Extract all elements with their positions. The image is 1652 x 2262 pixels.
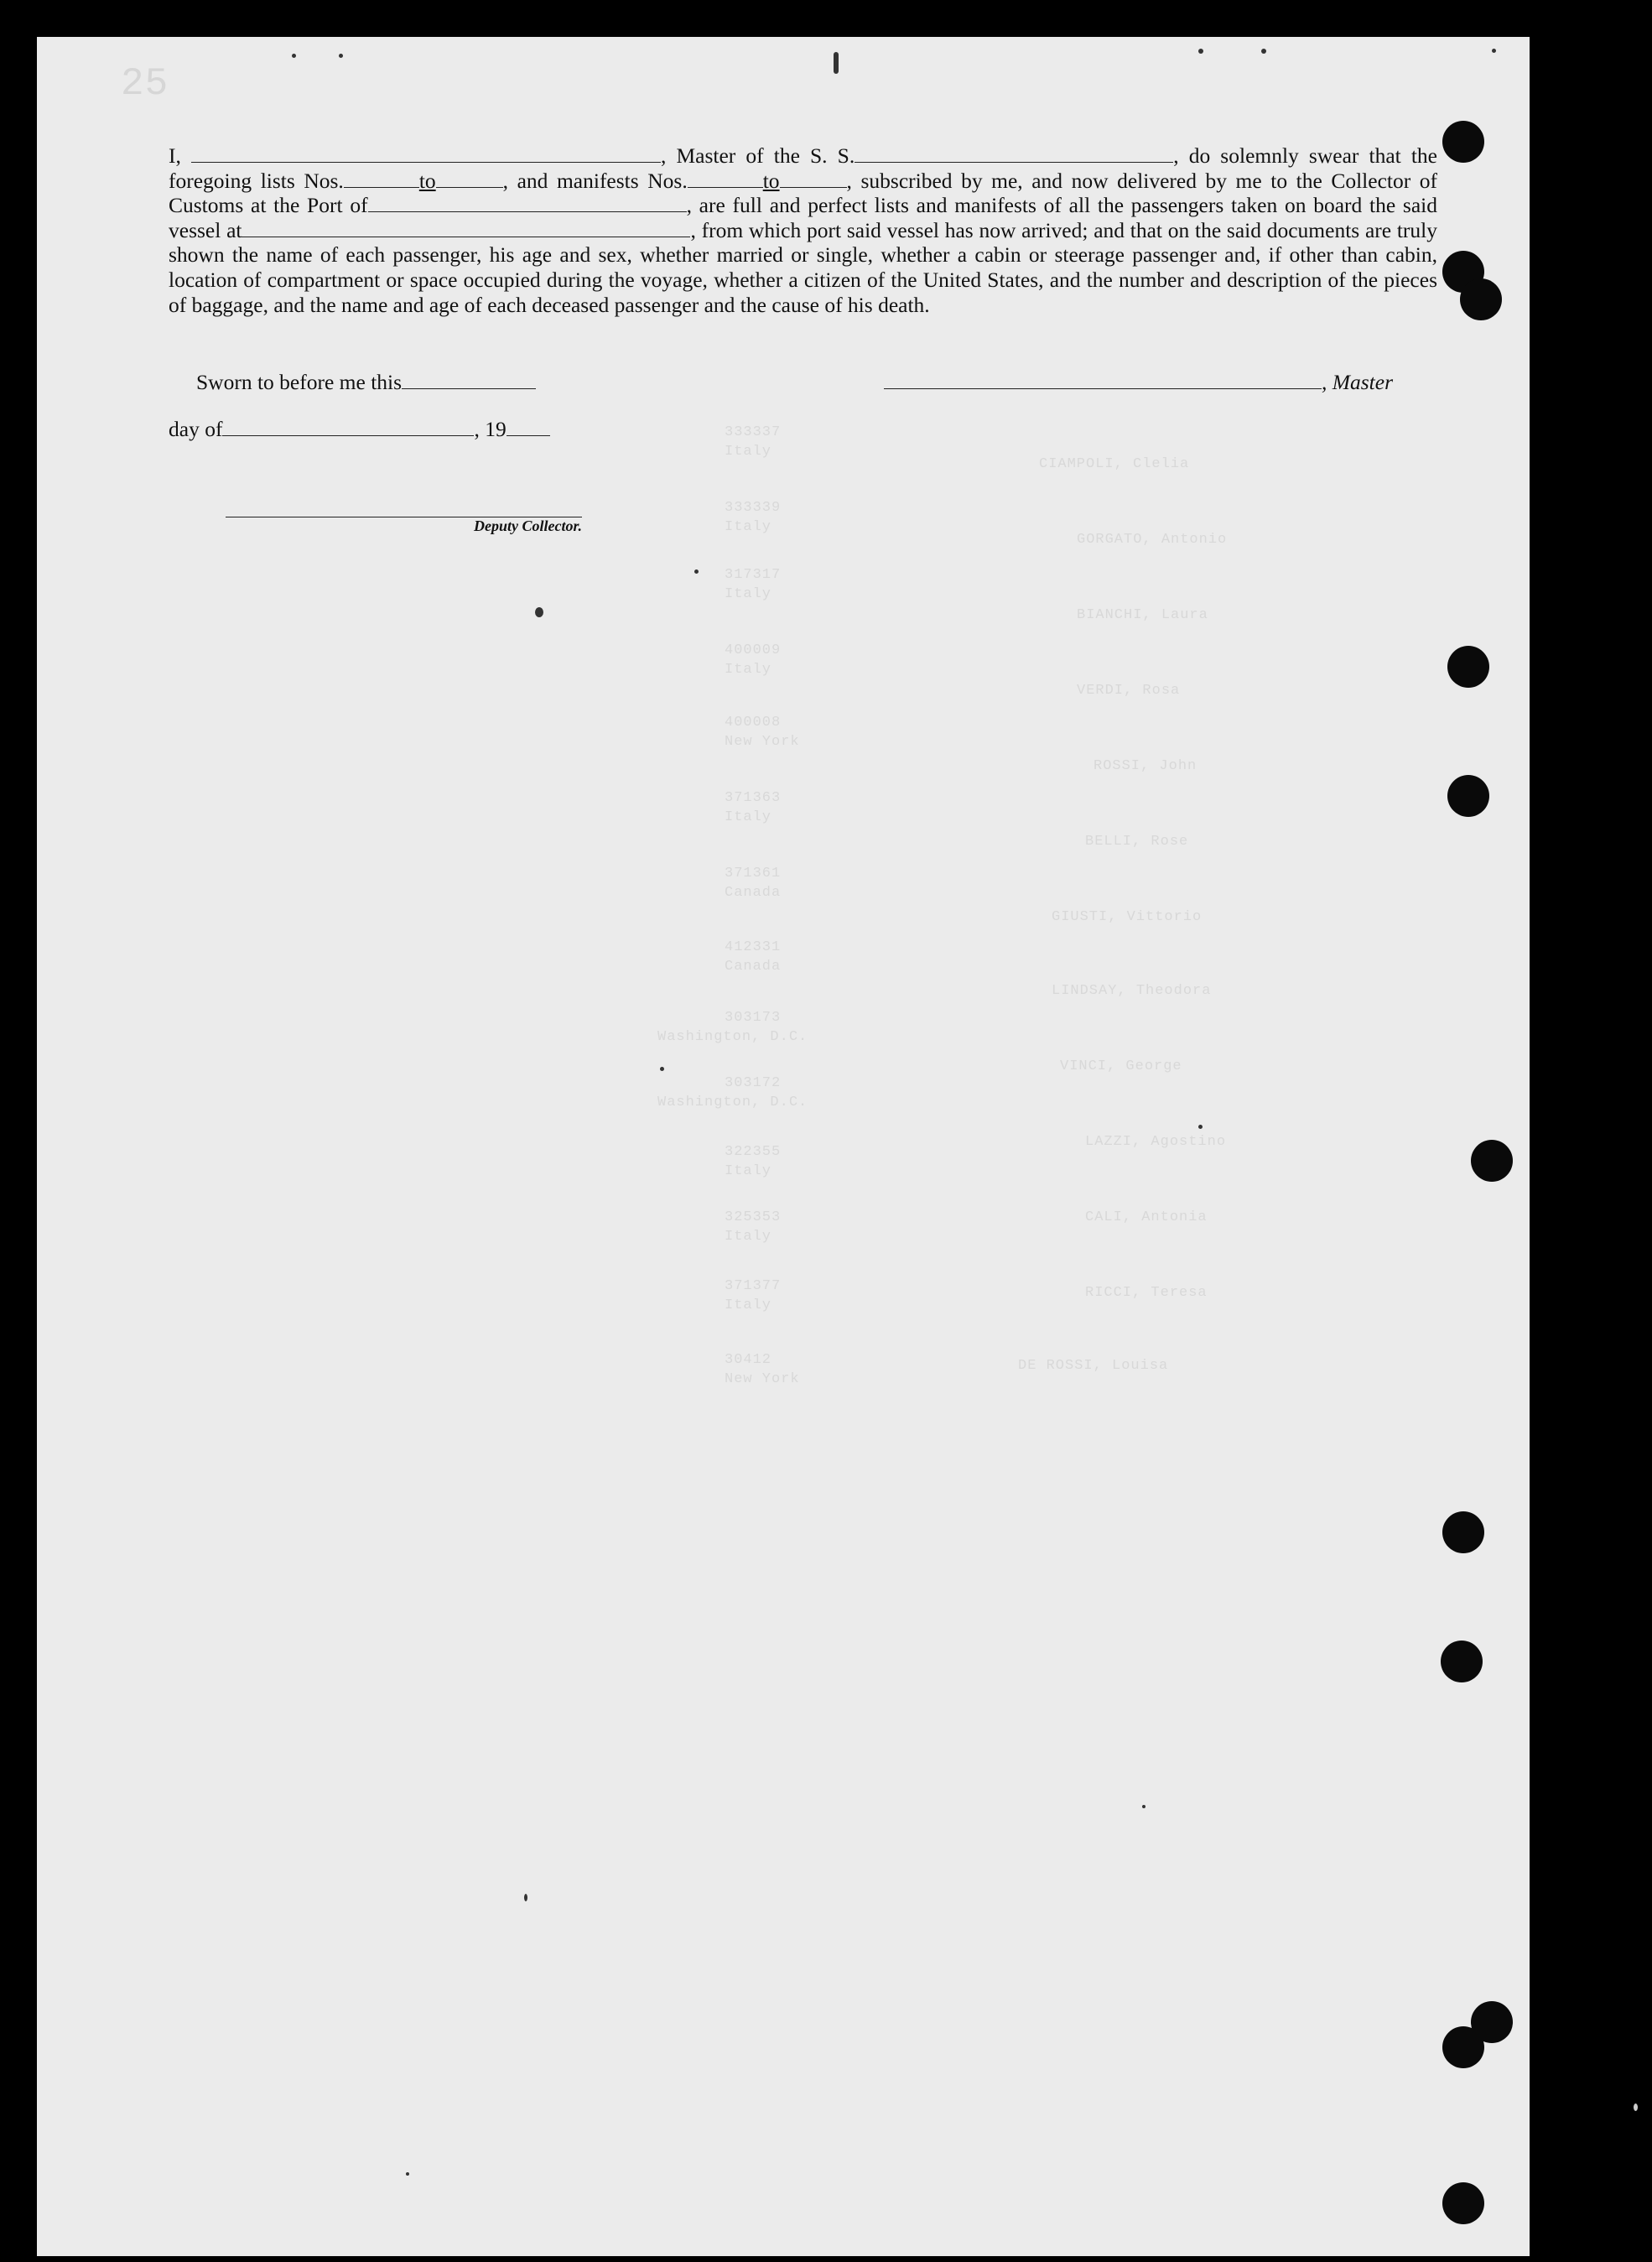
master-name-blank <box>191 145 661 163</box>
list-from-blank <box>344 170 419 188</box>
ink-mark <box>1142 1805 1145 1808</box>
punch-hole <box>1460 278 1502 320</box>
manifest-page <box>37 37 1530 2256</box>
bleed-residence: Washington, D.C. <box>657 1095 808 1110</box>
bleed-number: 317317 <box>725 567 782 583</box>
bleed-number: 325353 <box>725 1209 782 1225</box>
bleed-residence: Italy <box>725 519 772 535</box>
manifest-to-blank <box>780 170 847 188</box>
port-blank <box>368 195 687 212</box>
ink-mark <box>535 607 543 617</box>
ink-mark <box>1261 49 1266 54</box>
bleed-name: VINCI, George <box>1060 1058 1182 1074</box>
ink-mark <box>1492 49 1496 53</box>
bleed-name: CIAMPOLI, Clelia <box>1039 456 1190 472</box>
oath-text: , Master of the S. S. <box>660 143 855 168</box>
master-signature-line <box>884 370 1393 395</box>
oath-text: , subscribed by me, and now <box>846 168 1109 193</box>
sworn-label: Sworn to before me this <box>196 370 403 394</box>
bleed-residence: Italy <box>725 444 772 460</box>
bleed-residence: Washington, D.C. <box>657 1029 808 1045</box>
oath-text: , are full and perfect lists and <box>686 193 948 218</box>
oath-text: to <box>418 168 436 193</box>
master-oath-paragraph <box>169 143 1437 317</box>
ink-mark <box>292 54 296 58</box>
bleed-number: 333339 <box>725 500 782 516</box>
ink-mark <box>1198 1125 1203 1129</box>
punch-hole <box>1471 1140 1513 1182</box>
ink-mark <box>694 569 699 574</box>
bleed-residence: New York <box>725 1371 800 1387</box>
manifest-from-blank <box>688 170 763 188</box>
punch-hole <box>1447 646 1489 688</box>
punch-hole <box>1442 2182 1484 2224</box>
bleed-name: DE ROSSI, Louisa <box>1018 1358 1169 1374</box>
bleed-name: LAZZI, Agostino <box>1085 1134 1227 1150</box>
bleed-number: 371363 <box>725 790 782 806</box>
oath-text: I, <box>169 143 181 168</box>
punch-hole <box>1447 775 1489 817</box>
ink-mark <box>524 1894 527 1901</box>
punch-hole <box>1442 1511 1484 1553</box>
sworn-line <box>196 370 536 395</box>
punch-hole <box>1442 2026 1484 2068</box>
bleed-page-number: 25 <box>121 62 169 106</box>
ink-mark <box>834 52 839 74</box>
bleed-number: 412331 <box>725 939 782 955</box>
ship-name-blank <box>855 145 1173 163</box>
ink-mark <box>660 1067 664 1071</box>
list-to-blank <box>436 170 503 188</box>
master-signature-blank <box>884 372 1322 389</box>
bleed-number: 303173 <box>725 1010 782 1026</box>
bleed-number: 400008 <box>725 715 782 731</box>
deputy-collector-label: Deputy Collector. <box>474 517 582 534</box>
deputy-collector-signature-line <box>226 517 582 535</box>
ink-mark <box>406 2172 409 2176</box>
bleed-name: RICCI, Teresa <box>1085 1285 1208 1301</box>
bleed-number: 333337 <box>725 424 782 440</box>
year-prefix: , 19 <box>474 417 507 441</box>
bleed-name: BELLI, Rose <box>1085 834 1189 850</box>
bleed-name: BIANCHI, Laura <box>1077 607 1208 623</box>
ink-mark <box>1634 2103 1638 2111</box>
bleed-number: 303172 <box>725 1075 782 1091</box>
oath-text: swear that the foregoing lists Nos. <box>169 143 1437 193</box>
day-of-label: day of <box>169 417 223 441</box>
punch-hole <box>1441 1641 1483 1682</box>
bleed-residence: New York <box>725 734 800 750</box>
bleed-name: ROSSI, John <box>1094 758 1197 774</box>
oath-text: to <box>762 168 780 193</box>
bleed-number: 371377 <box>725 1278 782 1294</box>
bleed-residence: Italy <box>725 1229 772 1245</box>
bleed-name: LINDSAY, Theodora <box>1052 983 1212 999</box>
sworn-date-blank <box>402 372 536 389</box>
oath-text: delivered by me to the Collector of Customs at the Port of <box>169 168 1438 218</box>
bleed-name: VERDI, Rosa <box>1077 683 1181 699</box>
bleed-residence: Italy <box>725 662 772 678</box>
day-of-line <box>169 417 550 442</box>
bleed-number: 322355 <box>725 1144 782 1160</box>
bleed-number: 30412 <box>725 1352 772 1368</box>
oath-text: , and manifests Nos. <box>502 168 688 193</box>
bleed-residence: Italy <box>725 1297 772 1313</box>
bleed-residence: Canada <box>725 885 782 901</box>
bleed-number: 400009 <box>725 642 782 658</box>
bleed-name: CALI, Antonia <box>1085 1209 1208 1225</box>
bleed-residence: Italy <box>725 809 772 825</box>
oath-text: port said vessel has now arrived; and that on the said documents are truly shown the name of each passenger, his age and sex, whether married or single, whether a cabin or steerage passenger and, if other than cabin, location of compartment or space occupied during the voyage, whether a citizen of the United States, and the number and description of the pieces of baggage, and the name and age of each deceased passenger and the cause of his death. <box>169 217 1437 317</box>
day-month-blank <box>222 419 474 436</box>
bleed-name: GORGATO, Antonio <box>1077 532 1228 548</box>
oath-text: , do solemnly <box>1173 143 1299 168</box>
bleed-residence: Italy <box>725 1163 772 1179</box>
oath-text: manifests of all the passengers taken on board the said vessel at <box>169 193 1437 242</box>
ink-mark <box>1198 49 1203 54</box>
bleed-number: 371361 <box>725 866 782 881</box>
embark-port-blank <box>242 220 690 237</box>
oath-text: , from which <box>690 217 802 242</box>
bleed-residence: Italy <box>725 586 772 602</box>
bleed-residence: Canada <box>725 959 782 975</box>
year-blank <box>507 419 550 436</box>
bleed-name: GIUSTI, Vittorio <box>1052 909 1203 925</box>
master-label: , Master <box>1322 370 1393 394</box>
ink-mark <box>339 54 343 58</box>
punch-hole <box>1442 121 1484 163</box>
